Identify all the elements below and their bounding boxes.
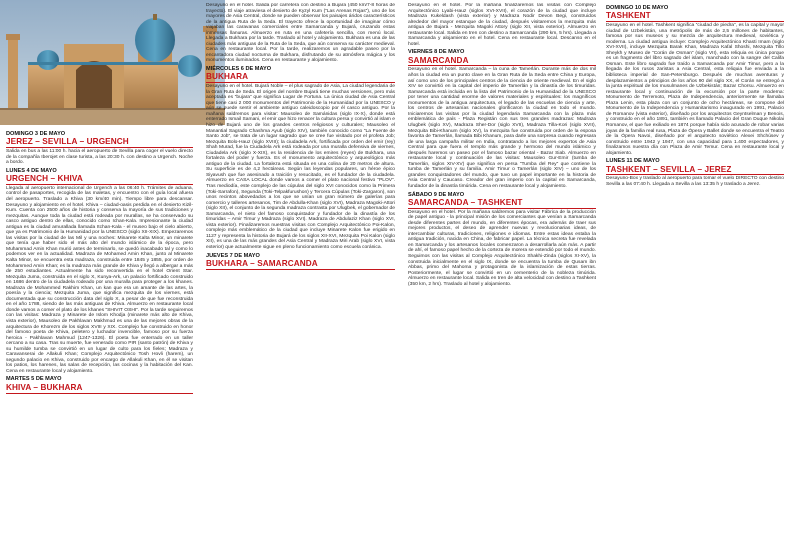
column-4 xyxy=(606,3,784,557)
day-heading: DOMINGO 3 DE MAYO xyxy=(6,131,66,137)
day-description: Desayuno en el hotel. Por la mañana finalizaremos las visitas con Complejo Arquitectónico Lyabi-Hauz (siglos XVI-XVII), el corazón de la ciudad que incluye Madraza Kukeldash (vista exterior) y Madraza Nodir Devon Begi, construidos alrededor del mayor estanque de la ciudad, después visitaremos la mezquita más antigua de Bujará - Mezquita Magoki Attory (siglo XII, vista exterior). Almuerzo en restaurante local. Salida en tren con destino a Samarcanda (290 km, 5 hrs). Llegada a Samarcanda y alojamiento en el hotel. Cena en restaurante local. Descanso en el hotel. xyxy=(408,3,596,47)
day-heading: LUNES 11 DE MAYO xyxy=(606,158,660,165)
day-description: Desayuno en el hotel. Por la mañana saldremos para visitar Fábrica de la producción de papel antiguo - la principal misión de los comerciantes que venían a Samarcanda desde diferentes partes del mundo, en diferentes épocas, era además de traer sus mejores productos, el deseo de aprender nuevas y revolucionarias ideas, de intercambiar culturas, tradiciones, religiones e idiomas. Entre estas ideas estaba la antigua tradición, nacida en China, de fabricar papel. La técnica secreta fue revelada en Samarcanda y los artesanos locales comenzaron a desarrollarla aún más. A partir de ahí, el famoso papel hecho de la corteza de morera se extendió por todo el mundo. Seguimos con las visitas al Complejo Arquitectónico Shakhi-Zinda (siglos XI-XV), la construida inicialmente en el siglo IX, donde se encuentra la tumba de Qusam ibn Abbas, primo del Mahoma y protagonista de la islamización de estas tierras. Posteriormente, el lugar se convirtió en un cementerio de la nobleza timúrida. Almuerzo en restaurante local. Salida en tren de alta velocidad con destino a Tashkent (350 km, 2 hrs). Traslado al hotel y alojamiento. xyxy=(408,209,596,287)
day-heading: MARTES 5 DE MAYO xyxy=(6,376,62,383)
destination-heading: TASHKENT – SEVILLA – JEREZ xyxy=(606,165,784,176)
day-description: Llegada al aeropuerto internacional de Urgench a las 06:40 h. Trámites de aduana, control de pasaportes, recogida de las maletas, y encuentro con el guía local afuera del aeropuerto. Traslado a Khiva (30 km/40 min). Tiempo libre para descansar. Desayuno y alojamiento en el hotel. Khiva – ciudad-oasis perdida en el desierto Kizil-Kum. Cuenta con 2500 años de historia y conserva la mayoría de sus tradiciones y mezquitas. Aunque toda la ciudad está rodeada por murallas, se ha conservado su casco antiguo dentro de ellas, conocido como Ichan-Kala. Impresionante la ciudad antigua es la ciudad amurallada llamada Itchan-Kala - el museo bajo el cielo abierto, que ya es Patrimonio de la Humanidad por la UNESCO (siglo XII-XIX). Empezaremos las visitas por la ciudad de las Mil y una noches: Minarete Kalta Minor, un minarete que tenía que haber sido el más alto del mundo islámico de la época, pero Muhammad Amin Khan murió antes de terminarlo, se quedó inacabado tal y como lo podemos ver en la actualidad. Madraza de Mohamed Amin Khan, junto al Minarete Kalta Minor, se encuentra esta madraza, construida entre 1845 y 1855, por orden de Mohammed Amin Khan; es la madraza más grande de Khiva y llegó a albergar a más de 250 estudiantes. Actualmente ha sido reconvertida en el hotel Orient Star. Mezquita Juma, construida en el siglo X, Kunya-Ark, un palacio fortificado construido en 1686 dentro de la ciudadela rodeado por una muralla para proteger a los khanes. Madraza de Mohammed Rakhim Khan, un kan que era un amante de las artes, la poesía y la ciencia; Mezquita Juma, que significa mezquita de los viernes, está documentada que su construcción data del siglo X, a pesar de que fue reconstruida en el año 1788, siendo de las más antiguas de Khiva. Almuerzo en restaurante local donde vamos a comer el plato de los khanes “SHIVIT OSHI”. Por la tarde seguiremos con las visitas: Madraza y Minarete de Islom Khodja (minarete más alto de Khiva, vista exterior), Mausoleo de Pakhlavan Makhmud es una de las mejores obras de la arquitectura de Khorezm de los siglos XVIII y XIX. Complejo fue construido en honor del famoso poeta de Khiva, peletero y luchador invencible, famoso por su fuerza heroica - Pakhlavan Mahmud (1247-1326). El poeta fue enterrado en un taller cercano a su casa. Tras su muerte, fue venerado como PIR (santo patrón) de Khiva y su humilde tumba se convirtió en un lugar de culto para los fieles; Madraza y Caravanserai de Allakuli Khan; Complejo Arquitectónico Tosh Hovli (harem), un segundo palacio en Khiva, construido por encargo de Allakuli Khan, en él se visitan los patios, los harenes, las salas de recepción, las cocinas y la habitación del Kan. Cena en restaurante local y alojamiento. xyxy=(6,185,193,374)
day-heading: MIÉRCOLES 6 DE MAYO xyxy=(206,66,272,73)
day-description: Desayuno-Box y traslado al aeropuerto para tomar el vuelo DIRECTO con destino Sevilla a las 07:40 h. Llegada a Sevilla a las 13:35 h y traslado a Jerez. xyxy=(606,176,784,187)
day-heading: SÁBADO 9 DE MAYO xyxy=(408,191,465,198)
column-3 xyxy=(408,3,596,557)
destination-heading: JEREZ – SEVILLA – URGENCH xyxy=(6,137,193,148)
destination-heading: URGENCH – KHIVA xyxy=(6,174,193,185)
registan-photo xyxy=(0,0,225,125)
day-description: Desayuno en el hotel. Samarcanda – la cuna de Tamerlán. Durante más de dos mil años la ciudad era un punto clave en la Gran Ruta de la Seda entre China y Europa, así como uno de los principales centros de la ciencia de oriente medieval. En el siglo XIV se convirtió en la capital del imperio de Tamerlán y la dinastía de los timuridas. Samarcanda está incluida en la lista del Patrimonio de la Humanidad de la UNESCO por tener una cantidad enorme de valores materiales y espirituales: los magníficos monumentos de la antigua arquitectura, el legado de las escuelas de ciencia y arte, los centros de artesanías nacionales glorificaron la ciudad en todo el mundo. Iniciaremos las visitas por la ciudad legendaria Samarcanda con la plaza más emblemática de país - Plaza Registán con sus tres grandes madrazas: Madraza Ulugbek (siglo XV), Madraza Sher-Dor (siglo XVII), Madraza Tilla-Kori (siglo XVII), Mezquita Bibi-Khanum (siglo XV), la mezquita fue construida por orden de la esposa favorita de Tamerlán, llamada Bibi Khanum, para darle una sorpresa cuando regresara de una larga campaña militar en India, contratando a los mejores expertos de Asia Central para que fuera el templo más grande y hermoso del mundo islámico y después haremos un paseo por el famoso bazar oriental - Bazar Siab. Almuerzo en restaurante local y continuación de las visitas: Mausoleo Gur-Emir (tumba de Tamerlán, siglos XIV-XV) que significa en persa “Tumba del Rey” que contiene la tumba de Tamerlán y su familia. Amir Timur o Tamerlán (siglo XIV) – uno de los grandes conquistadores del mundo, que tuvo un papel importante en la historia de Asia Central y Caucaso. Creador del gran imperio con la capital en Samarcanda, fundador de la dinastía timúrida. Cena en restaurante local y alojamiento. xyxy=(408,67,596,189)
day-heading: VIERNES 8 DE MAYO xyxy=(408,49,465,56)
day-heading: JUEVES 7 DE MAYO xyxy=(206,252,260,259)
column-2 xyxy=(206,3,395,557)
day-description: Desayuno en el hotel. Bujará Noble – el plus sagrado de Asia, La ciudad legendaria de la Gran Ruta de Seda. El origen del nombre Bujará tiene muchas versiones, pero más aceptada es “bujara” que significa Lugar de Fortuna. La única ciudad de Asia Central que tiene casi 2 000 monumentos del Patrimonio de la Humanidad por la UNESCO y aún se puede sentir el ambiente antiguo caleidoscopio por él casco antiguo. Por la mañana saldremos para visitar: Mausoleo de Samánidas (siglo IX-X), donde está enterrado Ismail Samani, el emir que hizo renacer la cultura persa y convirtió al islam e hizo de Bujará uno de los grandes centros religiosos y culturales; Mausoleo el Manantial Sagrado Chashma Ayub (siglo XIV), también conocido como “La Fuente de Santo Job”, se trata de un lugar sagrado que se cree fue visitado por el profeta Job; Mezquita Bolo-Hauz (siglo XVIII); la ciudadela Ark, fortificada por orden del emir (rey) Shah Murad, fue la Ciudadela Ark está rodeada por una muralla defensiva de viernes, Ciudadela Ark (siglo X-XIX), es la residencia de los emires (reyes) de Bukhara, una fortaleza del poder y fuerza. Es el monumento arquitectónico y arqueológico más antiguo de la ciudad. La fortaleza está situada en una colina de 20 metros de altura. Su superficie es de 4,2 hectáreas. Según las leyendas populares, un héroe épico Siyavush que fue asesinado a traición y resucitado, es el fundador de la ciudadela. Almuerzo en CASA LOCAL donde vamos a comer el plato nacional festivo “PLOV”. Tras mediodía, este complejo de las cúpulas del siglo XVI conocidos como la Primera (Toki-Sarrafon), Segunda (Toki-Telpakfurushon) y Tercera Cúpulas (Toki-Zargaron), son unos recintos abovedados a los que se unían un gran número de galerías para comercio y talleres artesanos, Tim de Abdulla-Khan (siglo XVI), Madraza Magoki-Attori (siglo XII), el conjunto de la segunda madraza contrasta por Ulugbek, el gobernador de Samarcanda, el nieto del famoso conquistador y fundador de la dinastía de los timuridas – Amir Timur y Madraza (siglo XVI). Madraza de Abdulaziz Khan (siglo XVI, vista exterior). Finalizaremos nuestras visitas con Complejo Arquitectónico Poi-Kalon, complejo más emblemático de la ciudad que incluye Minarete Kalon fue erigido en 1127 y representa la historia de Bujará de los siglos XII-XVI, Mezquita Poi Kalon (siglo XII), es una de las más grandes del Asia Central y Madraza Miri Arab (siglo XVI, vista exterior) que actualmente sigue en pleno funcionamiento como escuela coránica. xyxy=(206,84,395,250)
destination-heading: BUKHARA xyxy=(206,72,395,83)
destination-heading: SAMARCANDA – TASHKENT xyxy=(408,198,596,209)
day-heading: LUNES 4 DE MAYO xyxy=(6,167,57,174)
column-1 xyxy=(6,129,193,557)
destination-heading: SAMARCANDA xyxy=(408,56,596,67)
mosque-domes-illustration xyxy=(0,0,225,125)
day-description: Desayuno en el hotel. Tashkent significa “ciudad de piedra”, es la capital y mayor ciudad de Uzbekistán, una metrópolis de más de 2,5 millones de habitantes, famosa por sus museos y su mezcla de arquitectura medieval, soviética y moderna. La ciudad antigua incluye: Complejo Arquitectónico Khasti Imam (siglo XVI-XVII), incluye Mezquita Barak Khan, Madraza Kafal Shoshi, Mezquita Tillo Sheykh y Museo de “Corán de Osman” (siglo VII), esta reliquia es única porque es un fragmento del libro sagrado del islam, manchado con la sangre del Califa Osman. Este libro sagrado fue traído a Samarcanda por Amir Timur, pero a la llegada de los rusos zaristas a Asia Central, esta reliquia fue enviada a la biblioteca imperial de San-Petersburgo. Después de muchas aventuras y desplazamientos a principios de los años 90 del siglo XX, el Corán se entregó a la junta espiritual de los musulmanes de Uzbekistán; Bazar Chorsu. Almuerzo en restaurante local y continuación de la excursión por la parte moderna: Monumento de Terremoto, Plaza de Independencia, anteriormente se llamaba Plaza Lenin, esta plaza con un conjunto de ocho hectáreas, se compone del Monumento de la Independencia y Humanitarismo inaugurado en 1991, Palacio de Romanov (vista exterior), diseñado por los arquitectos Geyntselman y Benois, y construido en el año 1891, también es llamado Palacio del Gran Duque Nikolai Romanov, el que fue exiliado en 1874 porque había sido acusado de robar varias joyas de la familia real rusa, Plaza de Ópera y Ballet donde se encuentra el Teatro de la Ópera Navoi, diseñado por el arquitecto soviético Alexei Shchúsev y construido entre 1942 y 1947, con una capacidad para 1.400 espectadores, y finalizamos nuestra día con Plaza de Amir Temur. Cena en restaurante local y alojamiento. xyxy=(606,23,784,156)
destination-heading: TASHKENT xyxy=(606,11,784,22)
day-heading: DOMINGO 10 DE MAYO xyxy=(606,5,669,11)
day-description: Salida en bus a las 11:00 h. hacia el aeropuerto de Sevilla para coger el vuelo directo de la compañía Iberojet en clase turista, a las 20:30 h. con destino a Urgench. Noche a bordo. xyxy=(6,149,193,166)
day-description: Desayuno en el hotel. Salida por carretera con destino a Bujara (450 km/7-8 horas de trayecto). El viaje atraviesa el desierto de Kyzyl Kum (“Las Arenas Rojas”), uno de los mayores de Asia Central, donde se pueden observar los paisajes áridos característicos de la antigua Ruta de la Seda. El trayecto ofrece la oportunidad de imaginar cómo viajaban las caravanas comerciales entre Samarcanda y Bujará, cruzando estas inmensas llanuras. Almuerzo en ruta en una cafetería sencilla, con menú local. Llegada a Bukhara por la tarde. Traslado al hotel y alojamiento. Bukhara es una de las ciudades más antiguas de la Ruta de la Seda, que aún conserva su carácter medieval. Cena en restaurante local. Por la tarde, realizaremos un agradable paseo por la encantadora ciudad nocturna de Bukhara, disfrutando de su atmósfera mágica y los monumentos iluminados. Cena en restaurante y alojamiento. xyxy=(206,3,395,64)
destination-heading: BUKHARA – SAMARCANDA xyxy=(206,259,395,270)
destination-heading: KHIVA – BUKHARA xyxy=(6,383,193,394)
